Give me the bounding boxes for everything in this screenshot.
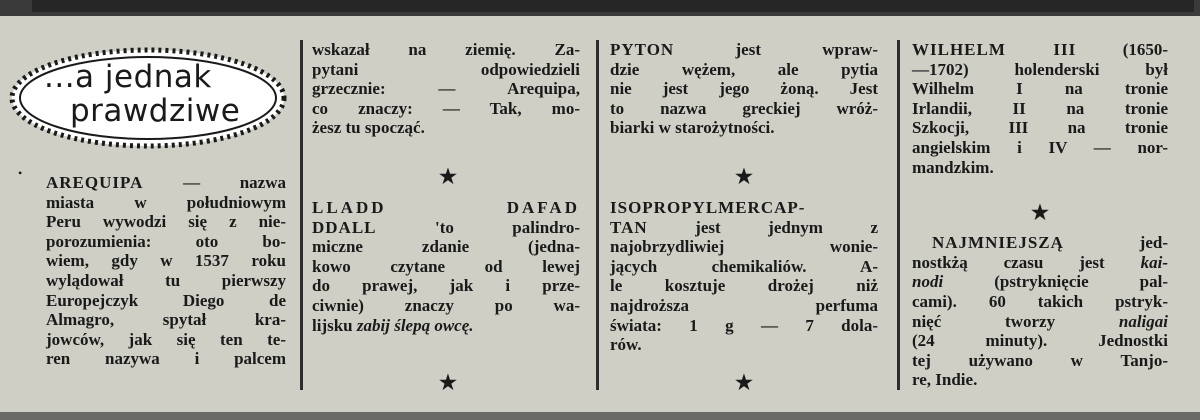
article-najmniejsza [912, 233, 1168, 390]
headword: WILHELM III [912, 40, 1077, 59]
column-rule [300, 40, 303, 390]
column-rule [596, 40, 599, 390]
separator-star-icon: ★ [439, 166, 457, 188]
text-line: dzie wężem, ale pytia [610, 59, 878, 79]
text-line: jed- [1139, 233, 1168, 253]
stray-mark: • [18, 166, 23, 180]
text-line: jest jednym z [695, 217, 878, 237]
article-pyton [610, 40, 878, 138]
text-line: pytani odpowiedzieli [312, 59, 580, 79]
text-line: re, Indie. [912, 370, 978, 390]
text-line: kowo czytane od lewej [312, 256, 580, 276]
text-line: biarki w starożytności. [610, 118, 775, 138]
text-line: jest wpraw- [735, 40, 878, 59]
headword: ISOPROPYLMERCAP- [610, 197, 806, 217]
italic-phrase: kai- [1140, 252, 1168, 272]
article-wilhelm [912, 40, 1168, 177]
text-line: nięć tworzy [912, 311, 1056, 331]
text-line: wylądował tu pierwszy [46, 270, 286, 290]
headword: TAN [610, 217, 648, 237]
column-title [4, 42, 292, 154]
title-line-2: prawdziwe [70, 93, 241, 129]
text-line: ciwnie) znaczy po wa- [312, 295, 580, 315]
top-border [0, 0, 1200, 16]
text-line: le kosztuje drożej niż [610, 276, 878, 296]
text-line: (24 minuty). Jednostki [912, 331, 1168, 351]
text-line: 'to palindro- [434, 217, 581, 237]
text-line: tej używano w Tanjo- [912, 350, 1168, 370]
text-line: jących chemikaliów. A- [610, 256, 878, 276]
text-line: miczne zdanie (jedna- [312, 237, 580, 257]
italic-phrase: naligai [1118, 311, 1168, 331]
text-line: wiem, gdy w 1537 roku [46, 251, 286, 271]
text-line: żesz tu spocząć. [312, 118, 425, 138]
column-rule [897, 40, 900, 390]
article-isopropylmercaptan [610, 198, 878, 355]
text-line: mandzkim. [912, 157, 994, 177]
text-line: Wilhelm I na tronie [912, 79, 1168, 99]
separator-star-icon: ★ [735, 372, 753, 394]
article-arequipa-continued [312, 40, 580, 138]
headword: AREQUIPA [46, 173, 144, 192]
headword: DDALL [312, 217, 377, 237]
text-line: (1650- [1122, 40, 1169, 59]
italic-phrase: zabij ślepą owcę. [356, 315, 474, 335]
separator-star-icon: ★ [735, 166, 753, 188]
text-line: Peru wywodzi się z nie- [46, 212, 286, 232]
text-line: nie jest jego żoną. Jest [610, 79, 878, 99]
text-line: rów. [610, 335, 642, 355]
text-line: Irlandii, II na tronie [912, 98, 1168, 118]
text-line: jowców, jak się ten te- [46, 329, 286, 349]
column-3 [610, 40, 878, 355]
text-line: porozumienia: oto bo- [46, 231, 286, 251]
italic-phrase: nodi [912, 272, 944, 292]
text-line: cami). 60 takich pstryk- [912, 291, 1168, 311]
headword: NAJMNIEJSZĄ [932, 233, 1064, 253]
text-line: Europejczyk Diego de [46, 290, 286, 310]
text-line: — nazwa [183, 173, 287, 192]
text-line: ren nazywa i palcem [46, 349, 286, 369]
text-line: miasta w południowym [46, 192, 286, 212]
text-line: angielskim i IV — nor- [912, 137, 1168, 157]
text-line: lijsku [312, 315, 353, 335]
text-line: świata: 1 g — 7 dola- [610, 315, 878, 335]
text-line: co znaczy: — Tak, mo- [312, 98, 580, 118]
text-line: najdroższa perfuma [610, 295, 878, 315]
title-line-1: ...a jednak [44, 59, 212, 95]
text-line: to nazwa greckiej wróż- [610, 98, 878, 118]
text-line: nostkżą czasu jest [912, 252, 1105, 272]
text-line: (pstryknięcie pal- [994, 272, 1168, 292]
text-line: wskazał na ziemię. Za- [312, 40, 580, 59]
separator-star-icon: ★ [439, 372, 457, 394]
article-llad [312, 198, 580, 335]
text-line: grzecznie: — Arequipa, [312, 79, 580, 99]
headword: LLADD DAFAD [312, 197, 580, 217]
text-line: najobrzydliwiej wonie- [610, 237, 878, 257]
text-line: do prawej, jak i prze- [312, 276, 580, 296]
text-line: —1702) holenderski był [912, 59, 1168, 79]
bottom-border [0, 412, 1200, 420]
article-arequipa [46, 173, 286, 369]
text-line: Szkocji, III na tronie [912, 118, 1168, 138]
text-line: Almagro, spytał kra- [46, 310, 286, 330]
headword: PYTON [610, 40, 675, 59]
separator-star-icon: ★ [1031, 202, 1049, 224]
